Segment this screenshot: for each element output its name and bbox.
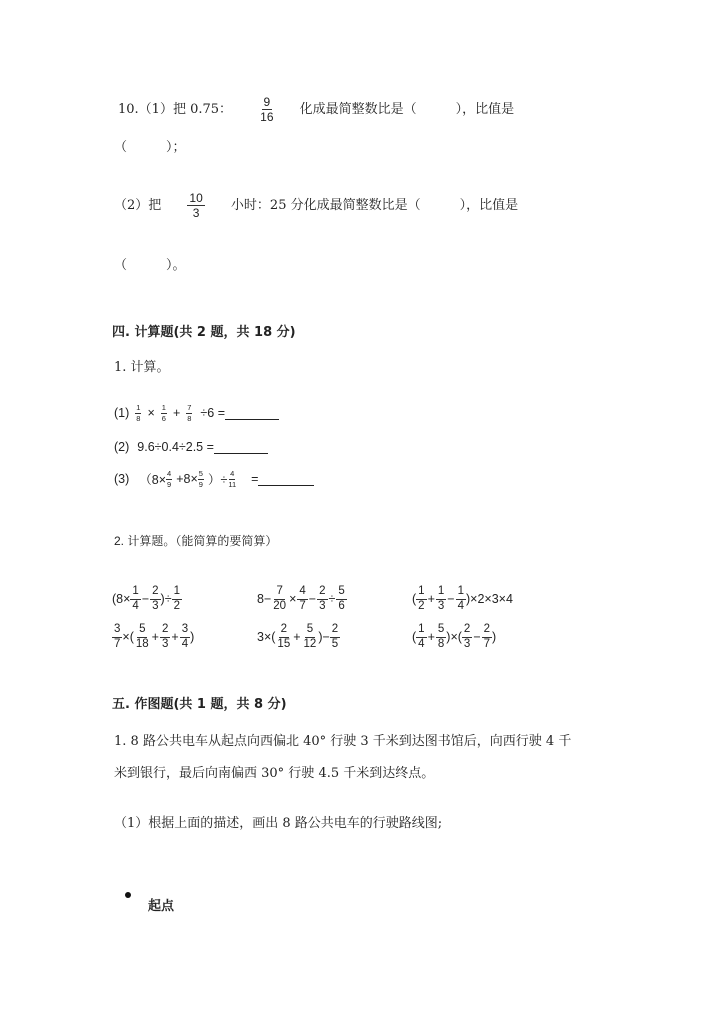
fraction-numerator: 5 — [137, 624, 147, 638]
fraction — [130, 586, 140, 612]
fraction-denominator: 9 — [198, 479, 203, 489]
operator: + — [293, 630, 301, 644]
q10-part2-line2: （ ）。 — [114, 258, 186, 273]
fraction — [330, 624, 340, 650]
fraction-denominator: 8 — [187, 413, 192, 423]
fraction-denominator: 7 — [483, 637, 491, 650]
equals-sign: = — [251, 472, 259, 486]
fraction-numerator: 3 — [112, 624, 122, 638]
fraction-numerator: 10 — [189, 191, 203, 205]
fraction — [297, 586, 307, 612]
operator: + — [151, 630, 159, 644]
fraction — [112, 624, 122, 650]
expression-part: 8− — [257, 592, 272, 606]
expression-tail: ÷6 = — [200, 406, 226, 420]
expr-a1 — [112, 586, 182, 612]
fraction — [436, 624, 446, 650]
operator: − — [141, 592, 150, 606]
fraction — [416, 624, 426, 650]
fraction-numerator: 2 — [150, 586, 160, 600]
calc-item-3 — [114, 470, 314, 488]
expr-a3 — [412, 586, 513, 612]
fraction-denominator: 4 — [418, 637, 425, 650]
fraction — [462, 624, 472, 650]
fraction-numerator: 7 — [274, 586, 284, 600]
fraction-denominator: 7 — [299, 599, 306, 612]
q10-part1-line2: （ ）； — [114, 140, 186, 155]
fraction-denominator: 18 — [135, 637, 149, 650]
fraction-denominator: 3 — [161, 637, 169, 650]
fraction-numerator: 2 — [160, 624, 170, 638]
fraction-denominator: 8 — [136, 413, 141, 423]
fraction-denominator: 4 — [132, 599, 139, 612]
fraction-denominator: 15 — [277, 637, 291, 650]
expression-part: ) — [492, 630, 497, 644]
fraction-numerator: 1 — [416, 586, 426, 600]
fraction-numerator: 1 — [130, 586, 140, 600]
fraction — [134, 624, 151, 650]
expression-part: )− — [318, 630, 330, 644]
fraction — [172, 586, 182, 612]
item-label: (1) — [114, 406, 130, 420]
fraction-denominator: 12 — [303, 637, 317, 650]
fraction-numerator: 1 — [172, 586, 182, 600]
expression-part: )×2×3×4 — [466, 592, 513, 606]
answer-blank[interactable] — [225, 407, 279, 420]
fraction-denominator: 2 — [418, 599, 425, 612]
q10-part2-prefix: （2）把 — [114, 198, 162, 213]
fraction-numerator: 2 — [482, 624, 492, 638]
fraction-numerator: 4 — [230, 469, 235, 478]
fraction-numerator: 4 — [297, 586, 307, 600]
section5-q1-sub: （1）根据上面的描述，画出 8 路公共电车的行驶路线图; — [114, 816, 443, 831]
section5-q1-line1: 1. 8 路公共电车从起点向西偏北 40° 行驶 3 千米到达图书馆后，向西行驶 4 千 — [114, 734, 572, 749]
operator: + — [427, 630, 435, 644]
expression-part: (8× — [112, 592, 131, 606]
expression-part: 3×( — [257, 630, 276, 644]
fraction — [456, 586, 466, 612]
fraction-denominator: 16 — [260, 110, 274, 124]
answer-blank[interactable] — [258, 473, 314, 486]
start-point-marker — [125, 892, 131, 898]
fraction — [160, 624, 170, 650]
fraction-numerator: 1 — [136, 403, 141, 412]
operator: + — [171, 630, 179, 644]
fraction-denominator: 6 — [338, 599, 345, 612]
fraction-numerator: 1 — [161, 403, 166, 412]
expr-b2 — [257, 624, 340, 650]
section4-q1-title: 1. 计算。 — [114, 360, 170, 375]
fraction-denominator: 20 — [273, 599, 287, 612]
q10-part2-fraction — [187, 192, 204, 219]
fraction-numerator: 7 — [187, 403, 192, 412]
operator: × — [289, 592, 297, 606]
fraction-numerator: 1 — [456, 586, 466, 600]
fraction-numerator: 1 — [436, 586, 446, 600]
fraction-denominator: 3 — [192, 206, 200, 220]
fraction-denominator: 6 — [161, 413, 166, 423]
fraction-numerator: 5 — [336, 586, 346, 600]
expression-part: ）÷ — [207, 473, 228, 487]
answer-blank[interactable] — [214, 441, 268, 454]
fraction — [336, 586, 346, 612]
fraction-denominator: 11 — [228, 479, 237, 489]
fraction-denominator: 2 — [173, 599, 180, 612]
operator: × — [147, 406, 155, 420]
section4-q2-title: 2. 计算题。（能简算的要简算） — [114, 534, 278, 548]
fraction-denominator: 3 — [437, 599, 445, 612]
fraction-denominator: 9 — [167, 479, 172, 489]
q10-part1-text: 化成最简整数比是（ ），比值是 — [299, 102, 515, 117]
fraction — [227, 470, 237, 488]
fraction-numerator: 2 — [462, 624, 472, 638]
expression-part: ) — [190, 630, 195, 644]
fraction-denominator: 3 — [463, 637, 471, 650]
q10-part1-line1 — [118, 96, 514, 123]
fraction-denominator: 7 — [114, 637, 121, 650]
fraction — [317, 586, 327, 612]
fraction-numerator: 2 — [330, 624, 340, 638]
fraction-denominator: 3 — [152, 599, 159, 612]
fraction-numerator: 2 — [279, 624, 289, 638]
section5-q1-line2: 米到银行，最后向南偏西 30° 行驶 4.5 千米到达终点。 — [114, 766, 435, 781]
fraction — [416, 586, 426, 612]
expr-b1 — [112, 624, 194, 650]
fraction-numerator: 2 — [317, 586, 327, 600]
fraction-numerator: 5 — [198, 469, 203, 478]
operator: − — [308, 592, 317, 606]
calc-item-2 — [114, 440, 268, 454]
calc-item-1 — [114, 404, 279, 422]
expression-part: +8× — [176, 472, 198, 486]
fraction — [482, 624, 492, 650]
item-label: (2) — [114, 440, 130, 454]
section5-heading: 五. 作图题(共 1 题，共 8 分) — [112, 697, 287, 712]
expression-part: （8× — [139, 473, 167, 487]
operator: − — [473, 630, 481, 644]
fraction — [436, 586, 446, 612]
q10-part2-line1 — [114, 192, 518, 219]
fraction-numerator: 3 — [180, 624, 190, 638]
q10-part1-fraction — [258, 96, 275, 123]
expression-part: ( — [412, 630, 417, 644]
expr-a2 — [257, 586, 347, 612]
expression-text: 9.6÷0.4÷2.5 = — [137, 440, 214, 454]
operator: − — [447, 592, 455, 606]
q10-part2-text: 小时：25 分化成最简整数比是（ ），比值是 — [230, 198, 519, 213]
fraction-numerator: 9 — [263, 95, 271, 109]
start-point-label: 起点 — [148, 899, 175, 914]
fraction — [271, 586, 288, 612]
fraction — [180, 624, 190, 650]
operator: + — [172, 406, 181, 420]
fraction-denominator: 5 — [331, 637, 339, 650]
fraction — [275, 624, 292, 650]
expression-part: )÷ — [160, 592, 172, 606]
fraction — [150, 586, 160, 612]
q10-part1-prefix: 10.（1）把 0.75： — [118, 102, 233, 117]
expression-part: ×( — [122, 630, 134, 644]
expr-b3 — [412, 624, 496, 650]
expression-part: )×( — [446, 630, 462, 644]
fraction-denominator: 4 — [181, 637, 189, 650]
fraction-denominator: 3 — [319, 599, 326, 612]
operator: ÷ — [328, 592, 336, 606]
operator: + — [427, 592, 435, 606]
fraction-numerator: 5 — [305, 624, 315, 638]
section4-heading: 四. 计算题(共 2 题，共 18 分) — [112, 325, 296, 340]
fraction-denominator: 4 — [457, 599, 465, 612]
item-label: (3) — [114, 472, 130, 486]
fraction — [302, 624, 319, 650]
fraction-numerator: 4 — [167, 469, 172, 478]
expression-part: ( — [412, 592, 417, 606]
fraction-numerator: 1 — [416, 624, 426, 638]
fraction-denominator: 8 — [437, 637, 445, 650]
fraction-numerator: 5 — [436, 624, 446, 638]
